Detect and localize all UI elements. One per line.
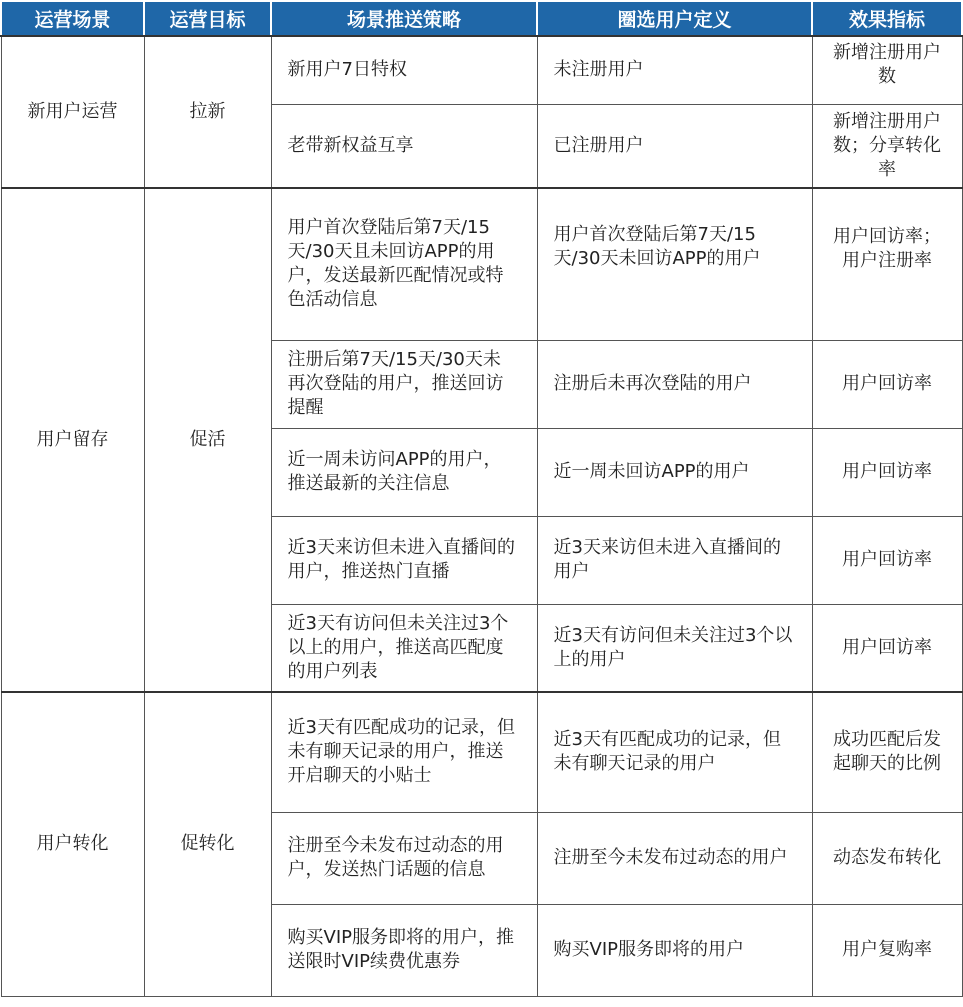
metric-cell: 用户回访率: [812, 340, 962, 428]
strategy-cell: 近3天有匹配成功的记录，但未有聊天记录的用户，推送开启聊天的小贴士: [271, 692, 537, 812]
goal-cell: 促转化: [144, 692, 271, 996]
definition-cell: 用户首次登陆后第7天/15天/30天未回访APP的用户: [537, 188, 812, 340]
definition-cell: 注册后未再次登陆的用户: [537, 340, 812, 428]
table-row: [1, 36, 962, 104]
goal-cell: 拉新: [144, 36, 271, 188]
strategy-cell: 购买VIP服务即将的用户，推送限时VIP续费优惠券: [271, 904, 537, 996]
definition-cell: 注册至今未发布过动态的用户: [537, 812, 812, 904]
strategy-cell: 注册至今未发布过动态的用户，发送热门话题的信息: [271, 812, 537, 904]
scene-cell: 用户留存: [1, 188, 144, 692]
metric-cell: 用户复购率: [812, 904, 962, 996]
definition-cell: 购买VIP服务即将的用户: [537, 904, 812, 996]
scene-cell: 新用户运营: [1, 36, 144, 188]
table-row: [1, 692, 962, 812]
metric-cell: 新增注册用户数: [812, 36, 962, 104]
header-scene: 运营场景: [1, 1, 144, 36]
metric-cell: 用户回访率: [812, 428, 962, 516]
strategy-cell: 用户首次登陆后第7天/15天/30天且未回访APP的用户，发送最新匹配情况或特色活动信息: [271, 188, 537, 340]
strategy-cell: 近3天来访但未进入直播间的用户，推送热门直播: [271, 516, 537, 604]
definition-cell: 近3天有匹配成功的记录，但未有聊天记录的用户: [537, 692, 812, 812]
header-definition: 圈选用户定义: [537, 1, 812, 36]
definition-cell: 近3天有访问但未关注过3个以上的用户: [537, 604, 812, 692]
table-row: [1, 188, 962, 340]
definition-cell: 已注册用户: [537, 104, 812, 188]
metric-cell: 成功匹配后发起聊天的比例: [812, 692, 962, 812]
strategy-cell: 近3天有访问但未关注过3个以上的用户，推送高匹配度的用户列表: [271, 604, 537, 692]
header-row: [1, 1, 962, 36]
metric-cell: 新增注册用户数；分享转化率: [812, 104, 962, 188]
header-goal: 运营目标: [144, 1, 271, 36]
definition-cell: 近一周未回访APP的用户: [537, 428, 812, 516]
definition-cell: 近3天来访但未进入直播间的用户: [537, 516, 812, 604]
header-strategy: 场景推送策略: [271, 1, 537, 36]
strategy-cell: 近一周未访问APP的用户，推送最新的关注信息: [271, 428, 537, 516]
metric-cell: 用户回访率: [812, 604, 962, 692]
metric-cell: 动态发布转化: [812, 812, 962, 904]
metric-cell: 用户回访率；用户注册率: [812, 188, 962, 340]
strategy-cell: 老带新权益互享: [271, 104, 537, 188]
strategy-cell: 注册后第7天/15天/30天未再次登陆的用户，推送回访提醒: [271, 340, 537, 428]
metric-cell: 用户回访率: [812, 516, 962, 604]
header-metric: 效果指标: [812, 1, 962, 36]
scene-cell: 用户转化: [1, 692, 144, 996]
strategy-cell: 新用户7日特权: [271, 36, 537, 104]
goal-cell: 促活: [144, 188, 271, 692]
definition-cell: 未注册用户: [537, 36, 812, 104]
